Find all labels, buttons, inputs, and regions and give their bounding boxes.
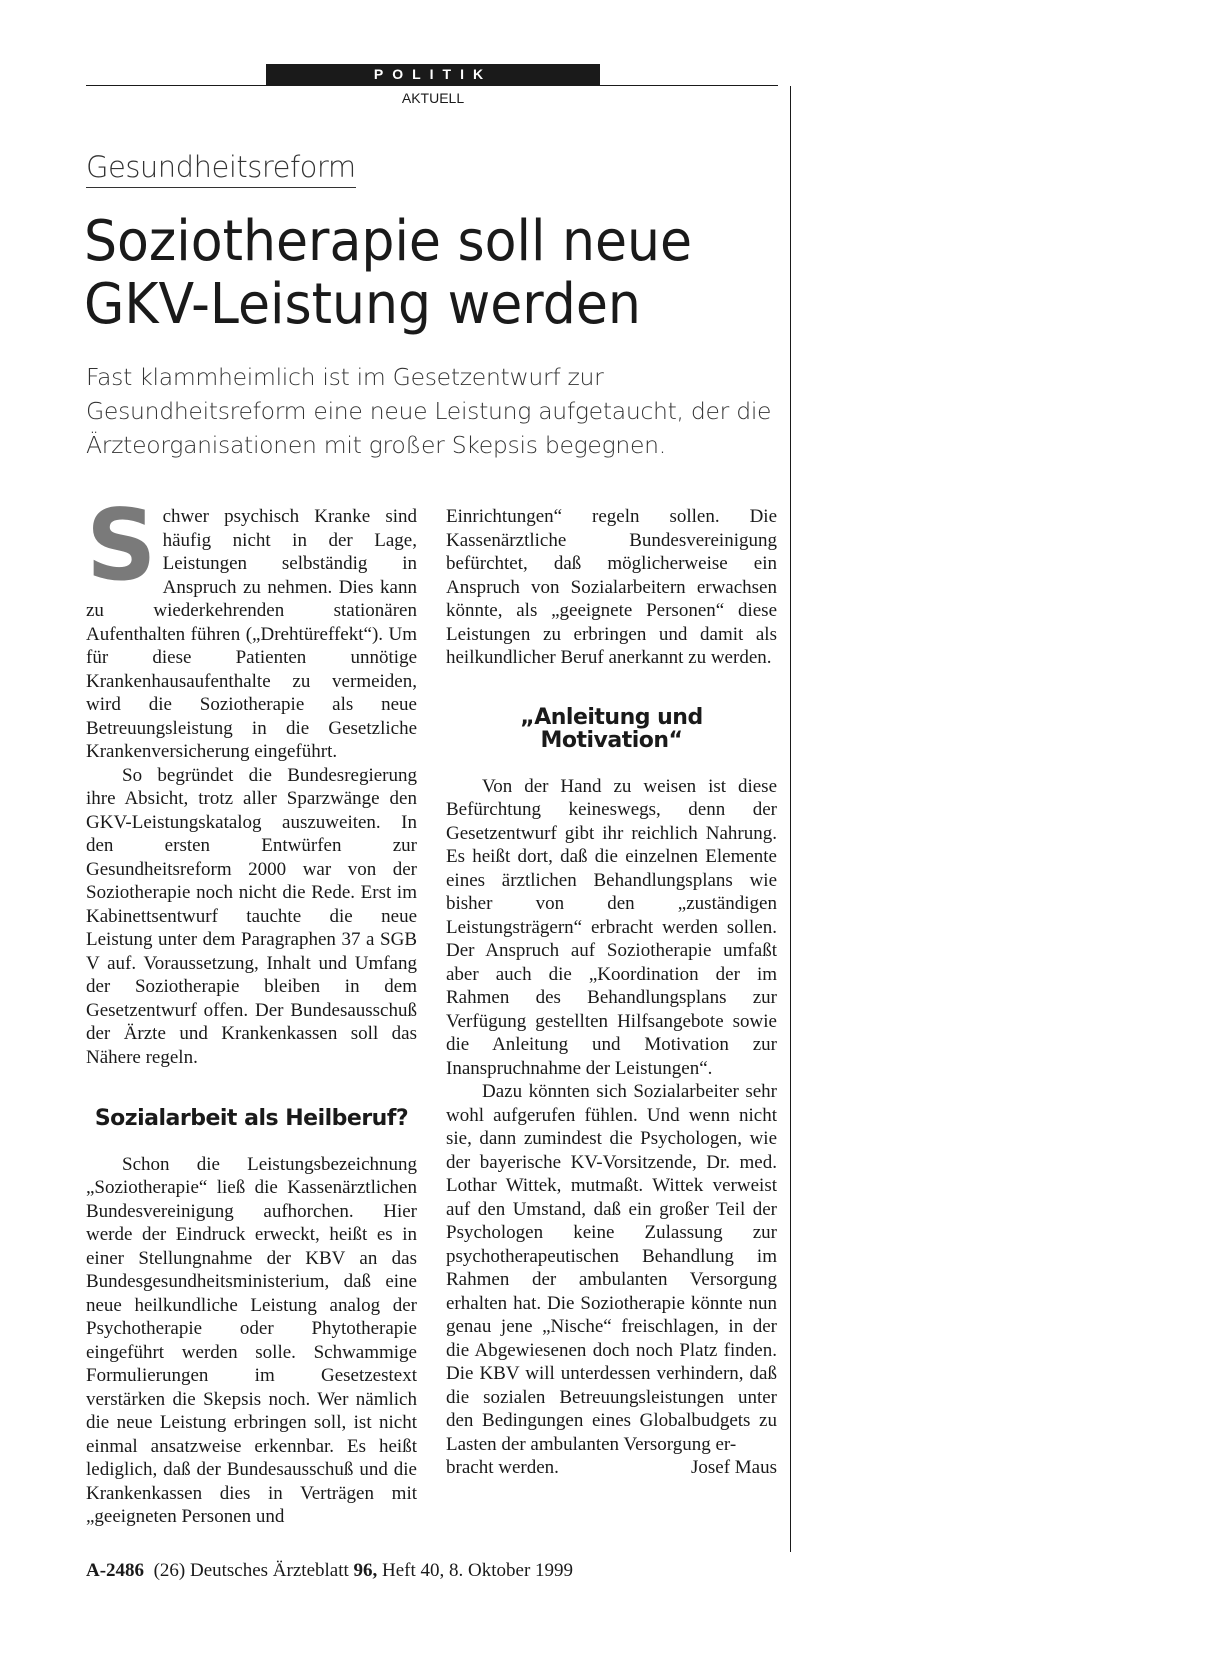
volume-number: 96, (353, 1560, 378, 1581)
page-number: (26) (153, 1560, 186, 1581)
headline-line-1: Soziotherapie soll neue (84, 209, 693, 274)
subheading: „Anleitung und Motivation“ (520, 704, 703, 753)
issue-info: Heft 40, 8. Oktober 1999 (382, 1560, 574, 1581)
drop-cap: S (86, 489, 157, 603)
journal-name: Deutsches Ärzteblatt (189, 1560, 349, 1581)
paragraph: Schon die Leistungsbezeichnung „Soziotherapie“ ließ die Kassenärztlichen Bundesvereinigung aufhorchen. Hier werde der Eindruck erweckt, heißt es in einer Stellungnahme der KBV an das Bundesgesundheitsministerium, daß eine neue heilkundliche Leistung analog der Psychotherapie oder Phytotherapie eingeführt werden solle. Schwammige Formulierungen im Gesetzestext verstärken die Skepsis noch. Wer nämlich die neue Leistung erbringen soll, ist nicht einmal ansatzweise erkennbar. Es heißt lediglich, daß der Bundesausschuß und die Krankenkassen dies in Verträgen mit „geeigneten Personen und (86, 1153, 417, 1527)
page-footer (86, 1560, 573, 1582)
closing-text: bracht werden. (446, 1457, 559, 1478)
paragraph: Dazu könnten sich Sozialarbeiter sehr wohl aufgerufen fühlen. Und wenn nicht sie, dann zumindest die Psychologen, wie der bayerische KV-Vorsitzende, Dr. med. Lothar Wittek, mutmaßt. Wittek verweist auf den Umstand, daß ein großer Teil der Psychologen keine Zulassung zur psychotherapeutischen Behandlung im Rahmen der ambulanten Versorgung erhalten hat. Die Soziotherapie könnte nun genau jene „Nische“ freischlagen, in der die Abgewiesenen doch noch Platz finden. Die KBV will unterdessen verhindern, daß die sozialen Betreuungsleistungen unter den Bedingungen eines Globalbudgets zu Lasten der ambulanten Versorgung er- (446, 1081, 777, 1455)
article-lead: Fast klammheimlich ist im Gesetzentwurf zur Gesundheitsreform eine neue Leistung aufgetaucht, der die Ärzteorganisationen mit großer Skepsis begegnen. (86, 363, 772, 459)
subheading: Sozialarbeit als Heilberuf? (94, 1106, 409, 1131)
article-headline (84, 210, 735, 336)
paragraph: Einrichtungen“ regeln sollen. Die Kassenärztliche Bundesvereinigung befürchtet, daß möglicherweise ein Anspruch von Sozialarbeitern erwachsen könnte, als „geeignete Personen“ diese Leistungen zu erbringen und damit als heilkundlicher Beruf anerkannt zu werden. (446, 506, 777, 668)
paragraph (86, 489, 417, 764)
column-rule (790, 86, 791, 1552)
top-rule (86, 85, 778, 86)
text-column-1 (86, 489, 417, 1529)
section-label: POLITIK (266, 64, 600, 85)
closing-line (446, 1456, 777, 1480)
article-kicker: Gesundheitsreform (86, 150, 356, 188)
paragraph: So begründet die Bundesregierung ihre Absicht, trotz aller Sparzwänge den GKV-Leistungskatalog auszuweiten. In den ersten Entwürfen zur Gesundheitsreform 2000 war von der Soziotherapie noch nicht die Rede. Erst im Kabinettsentwurf tauchte die neue Leistung unter dem Paragraphen 37 a SGB V auf. Voraussetzung, Inhalt und Umfang der Soziotherapie bleiben in dem Gesetzentwurf offen. Der Bundesausschuß der Ärzte und Krankenkassen soll das Nähere regeln. (86, 764, 417, 1068)
author-byline: Josef Maus (690, 1457, 777, 1478)
text-column-2 (446, 505, 777, 1480)
page-id: A-2486 (86, 1560, 145, 1581)
headline-line-2: GKV-Leistung werden (84, 272, 641, 337)
paragraph: Von der Hand zu weisen ist diese Befürchtung keineswegs, denn der Gesetzentwurf gibt ihr reichlich Nahrung. Es heißt dort, daß die einzelnen Elemente eines ärztlichen Behandlungsplans wie bisher von den „zuständigen Leistungsträgern“ erbracht werden sollen. Der Anspruch auf Soziotherapie umfaßt aber auch die „Koordination der im Rahmen des Behandlungsplans zur Verfügung gestellten Hilfsangebote sowie die Anleitung und Motivation zur Inanspruchnahme der Leistungen“. (446, 775, 777, 1079)
subsection-label: AKTUELL (401, 90, 465, 106)
paragraph-text: chwer psychisch Kranke sind häufig nicht in der Lage, Leistungen selbständig in Anspruch zu nehmen. Dies kann zu wiederkehrenden stationären Aufenthalten führen („Drehtüreffekt“). Um für diese Patienten unnötige Krankenhausaufenthalte zu vermeiden, wird die Soziotherapie als neue Betreuungsleistung in die Gesetzliche Krankenversicherung eingeführt. (86, 506, 417, 762)
